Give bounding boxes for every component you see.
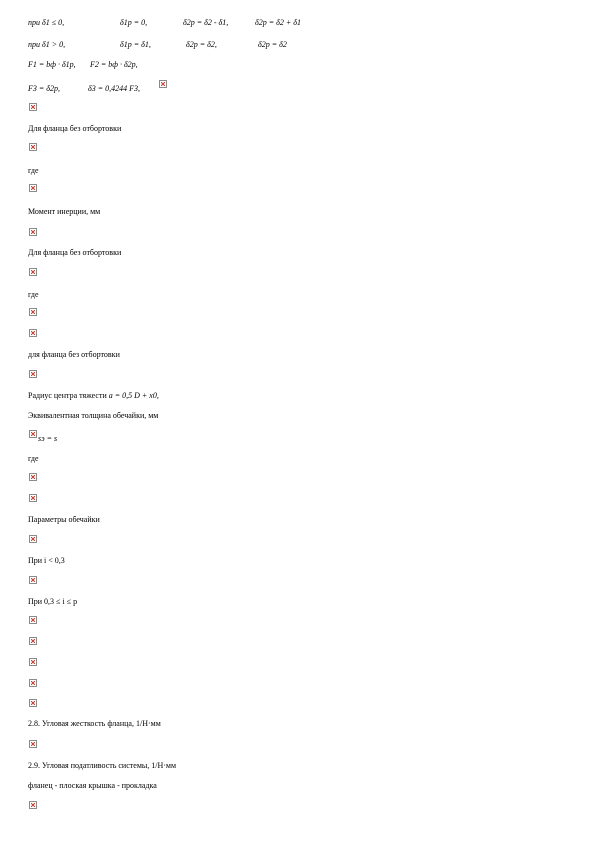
formula-d3: δ3 = 0,4244 F3,	[88, 84, 141, 93]
formula-d2p-1b: δ2р = δ2 + δ1	[255, 18, 301, 27]
condition-1: при δ1 ≤ 0,	[28, 18, 65, 27]
text-flange-no-flare-2: Для фланца без отбортовки	[28, 248, 122, 257]
broken-image-icon	[29, 801, 37, 809]
formula-d2p-2a: δ2р = δ2,	[186, 40, 217, 49]
text-where-2: где	[28, 290, 39, 299]
formula-d1p-2: δ1р = δ1,	[120, 40, 151, 49]
text-system-description: фланец - плоская крышка - прокладка	[28, 781, 157, 790]
text-flange-no-flare-3: для фланца без отбортовки	[28, 350, 120, 359]
broken-image-icon	[29, 535, 37, 543]
formula-f2: F2 = bф · δ2р,	[90, 60, 138, 69]
broken-image-icon	[159, 80, 167, 88]
formula-d2p-1a: δ2р = δ2 - δ1,	[183, 18, 229, 27]
broken-image-icon	[29, 184, 37, 192]
text-where-3: где	[28, 454, 39, 463]
broken-image-icon	[29, 616, 37, 624]
broken-image-icon	[29, 740, 37, 748]
broken-image-icon	[29, 576, 37, 584]
broken-image-icon	[29, 430, 37, 438]
broken-image-icon	[29, 370, 37, 378]
broken-image-icon	[29, 637, 37, 645]
formula-d1p-1: δ1р = 0,	[120, 18, 148, 27]
broken-image-icon	[29, 228, 37, 236]
broken-image-icon	[29, 103, 37, 111]
formula-f3: F3 = δ2р,	[28, 84, 61, 93]
broken-image-icon	[29, 658, 37, 666]
formula-se: sэ = s	[38, 434, 58, 443]
text-shell-parameters: Параметры обечайки	[28, 515, 100, 524]
broken-image-icon	[29, 699, 37, 707]
broken-image-icon	[29, 473, 37, 481]
broken-image-icon	[29, 494, 37, 502]
text-flange-no-flare-1: Для фланца без отбортовки	[28, 124, 122, 133]
condition-2: при δ1 > 0,	[28, 40, 66, 49]
text-where-1: где	[28, 166, 39, 175]
broken-image-icon	[29, 143, 37, 151]
formula-d2p-2b: δ2р = δ2	[258, 40, 287, 49]
broken-image-icon	[29, 679, 37, 687]
broken-image-icon	[29, 329, 37, 337]
text-moment-of-inertia: Момент инерции, мм	[28, 207, 101, 216]
broken-image-icon	[29, 308, 37, 316]
cog-radius-label: Радиус центра тяжести	[28, 391, 107, 400]
section-2-9-heading: 2.9. Угловая податливость системы, 1/Н·мм	[28, 761, 177, 770]
formula-f1: F1 = bф · δ1р,	[28, 60, 76, 69]
text-condition-i-lt: При i < 0,3	[28, 556, 65, 565]
text-condition-i-range: При 0,3 ≤ i ≤ p	[28, 597, 78, 606]
text-center-of-gravity-radius	[28, 391, 159, 401]
broken-image-icon	[29, 268, 37, 276]
text-equivalent-thickness: Эквивалентная толщина обечайки, мм	[28, 411, 159, 420]
section-2-8-heading: 2.8. Угловая жесткость фланца, 1/Н·мм	[28, 719, 161, 728]
cog-radius-formula: a = 0,5 D + x0,	[108, 391, 159, 400]
